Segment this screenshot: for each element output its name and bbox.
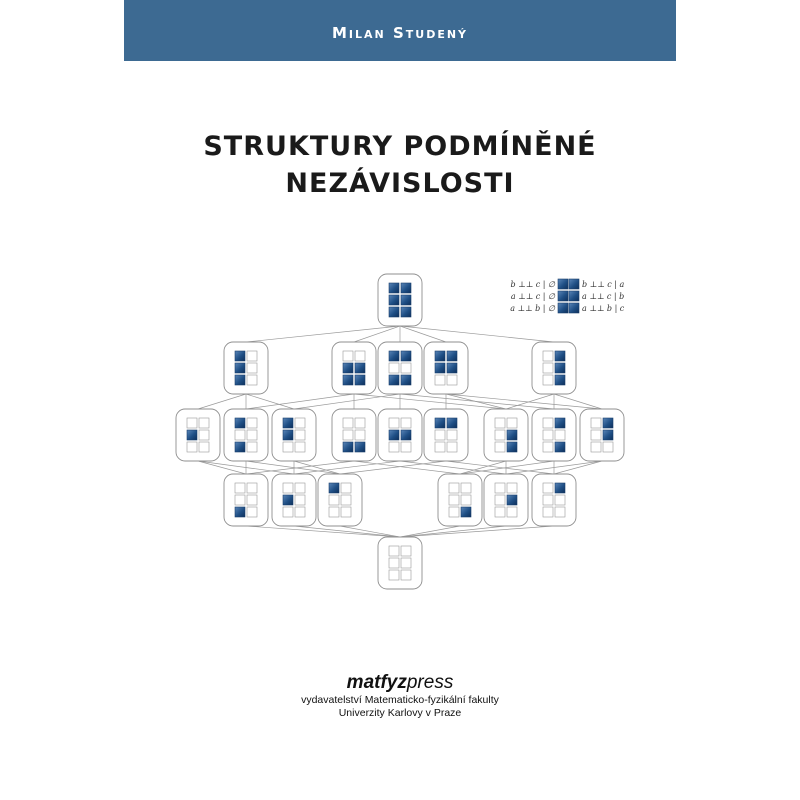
legend-right-label: b ⊥⊥ c | a: [582, 280, 625, 289]
legend-left-label: a ⊥⊥ c | ∅: [510, 292, 555, 301]
legend-right-label: a ⊥⊥ b | c: [582, 304, 625, 313]
cell-filled: [401, 307, 411, 317]
cell-empty: [295, 430, 305, 440]
cell-empty: [555, 430, 565, 440]
lattice-edge: [294, 461, 400, 474]
cell-empty: [495, 430, 505, 440]
cell-empty: [447, 442, 457, 452]
cell-empty: [389, 558, 399, 568]
cell-filled: [235, 418, 245, 428]
cell-empty: [449, 483, 459, 493]
lattice-node: [532, 474, 576, 526]
cell-empty: [543, 483, 553, 493]
cell-empty: [591, 418, 601, 428]
lattice-node: [484, 474, 528, 526]
cell-filled: [555, 442, 565, 452]
cell-filled: [283, 418, 293, 428]
publisher-line-2: Univerzity Karlovy v Praze: [338, 707, 462, 719]
cell-filled: [435, 351, 445, 361]
cell-empty: [199, 442, 209, 452]
cell-empty: [461, 483, 471, 493]
cell-empty: [543, 495, 553, 505]
cell-empty: [343, 351, 353, 361]
cell-filled: [235, 507, 245, 517]
lattice-node: [438, 474, 482, 526]
cell-empty: [235, 430, 245, 440]
cell-filled: [507, 495, 517, 505]
cell-filled: [401, 375, 411, 385]
cell-empty: [199, 430, 209, 440]
lattice-node: [378, 409, 422, 461]
cell-filled: [235, 351, 245, 361]
cell-filled: [283, 495, 293, 505]
cell-filled: [343, 442, 353, 452]
lattice-edge: [400, 526, 554, 537]
cell-empty: [341, 495, 351, 505]
cell-empty: [355, 351, 365, 361]
cell-filled: [435, 418, 445, 428]
cell-empty: [447, 430, 457, 440]
lattice-edge: [198, 461, 246, 474]
cell-filled: [389, 295, 399, 305]
cell-empty: [187, 418, 197, 428]
lattice-node: [318, 474, 362, 526]
cell-empty: [507, 483, 517, 493]
cell-empty: [187, 442, 197, 452]
cell-empty: [355, 430, 365, 440]
cell-empty: [295, 418, 305, 428]
cell-filled: [389, 351, 399, 361]
legend: [510, 277, 625, 317]
cell-empty: [329, 507, 339, 517]
cell-filled: [389, 375, 399, 385]
cell-filled: [389, 307, 399, 317]
cell-empty: [447, 375, 457, 385]
lattice-edge: [354, 394, 506, 409]
publisher-line-1: vydavatelství Matematicko-fyzikální fakulty: [301, 694, 499, 706]
cell-filled: [603, 418, 613, 428]
cell-empty: [507, 418, 517, 428]
cell-empty: [401, 363, 411, 373]
legend-right-label: a ⊥⊥ c | b: [582, 292, 625, 301]
cell-empty: [435, 430, 445, 440]
cell-filled: [603, 430, 613, 440]
legend-left-label: b ⊥⊥ c | ∅: [510, 280, 555, 289]
lattice-edge: [294, 526, 400, 537]
cell-empty: [543, 507, 553, 517]
cell-filled: [447, 363, 457, 373]
lattice-node: [532, 409, 576, 461]
lattice-node: [224, 474, 268, 526]
lattice-node: [580, 409, 624, 461]
lattice-node: [424, 409, 468, 461]
lattice-node: [378, 342, 422, 394]
cell-filled: [555, 418, 565, 428]
lattice-node: [424, 342, 468, 394]
cell-empty: [355, 418, 365, 428]
cell-empty: [283, 507, 293, 517]
cell-empty: [495, 507, 505, 517]
cell-filled: [235, 442, 245, 452]
author-name: Milan Studený: [331, 24, 469, 42]
cell-filled: [401, 430, 411, 440]
cell-empty: [435, 442, 445, 452]
cell-empty: [235, 483, 245, 493]
cell-empty: [247, 507, 257, 517]
lattice-node: [532, 342, 576, 394]
cell-empty: [449, 507, 459, 517]
cell-empty: [247, 495, 257, 505]
cell-empty: [449, 495, 459, 505]
cell-filled: [355, 375, 365, 385]
title-line-2: NEZÁVISLOSTI: [285, 168, 515, 199]
cell-empty: [283, 483, 293, 493]
lattice-edge: [294, 394, 400, 409]
cell-empty: [343, 418, 353, 428]
cell-filled: [435, 363, 445, 373]
cell-empty: [295, 495, 305, 505]
lattice-edge: [246, 526, 400, 537]
cell-empty: [543, 363, 553, 373]
cell-empty: [495, 442, 505, 452]
cell-filled: [355, 442, 365, 452]
cell-empty: [247, 375, 257, 385]
lattice-edge: [400, 461, 506, 474]
cell-empty: [495, 483, 505, 493]
legend-cell: [569, 291, 579, 301]
cell-filled: [329, 483, 339, 493]
lattice-node: [272, 409, 316, 461]
cell-empty: [247, 418, 257, 428]
lattice-node: [378, 274, 422, 326]
cell-empty: [389, 546, 399, 556]
lattice-edge: [446, 394, 506, 409]
cell-filled: [235, 363, 245, 373]
cell-empty: [543, 418, 553, 428]
cell-filled: [235, 375, 245, 385]
cell-empty: [543, 430, 553, 440]
cell-empty: [247, 351, 257, 361]
cell-empty: [543, 442, 553, 452]
cell-empty: [389, 363, 399, 373]
cell-empty: [461, 495, 471, 505]
logo-light: press: [406, 672, 454, 693]
cell-empty: [507, 507, 517, 517]
lattice-edge: [198, 394, 246, 409]
lattice-node: [176, 409, 220, 461]
cell-empty: [401, 570, 411, 580]
cell-empty: [295, 507, 305, 517]
cell-filled: [555, 483, 565, 493]
cell-filled: [355, 363, 365, 373]
cell-filled: [187, 430, 197, 440]
lattice-edge: [340, 461, 446, 474]
legend-cell: [558, 279, 568, 289]
cell-empty: [401, 558, 411, 568]
cell-filled: [389, 430, 399, 440]
cell-filled: [447, 418, 457, 428]
cell-empty: [591, 430, 601, 440]
cell-empty: [389, 442, 399, 452]
cell-empty: [555, 495, 565, 505]
title-line-1: STRUKTURY PODMÍNĚNÉ: [203, 131, 597, 162]
lattice-node: [332, 342, 376, 394]
lattice-node: [332, 409, 376, 461]
cell-empty: [389, 570, 399, 580]
cell-empty: [341, 507, 351, 517]
legend-cell: [569, 303, 579, 313]
cell-empty: [283, 442, 293, 452]
legend-cell: [569, 279, 579, 289]
publisher-block: [124, 672, 676, 720]
cell-filled: [555, 351, 565, 361]
cell-filled: [461, 507, 471, 517]
lattice-node: [224, 342, 268, 394]
cell-filled: [555, 363, 565, 373]
cell-filled: [343, 363, 353, 373]
cell-filled: [401, 283, 411, 293]
cell-filled: [555, 375, 565, 385]
cell-empty: [295, 483, 305, 493]
cell-empty: [495, 495, 505, 505]
publisher-logo: [124, 672, 676, 694]
cell-empty: [401, 418, 411, 428]
lattice-edge: [400, 526, 506, 537]
lattice-edge: [246, 394, 354, 409]
cell-empty: [543, 351, 553, 361]
cell-empty: [329, 495, 339, 505]
cell-empty: [247, 363, 257, 373]
book-cover: [124, 0, 676, 800]
cell-filled: [447, 351, 457, 361]
cell-empty: [343, 430, 353, 440]
cell-filled: [507, 430, 517, 440]
cell-empty: [199, 418, 209, 428]
cell-filled: [401, 351, 411, 361]
cell-empty: [247, 430, 257, 440]
legend-left-label: a ⊥⊥ b | ∅: [510, 304, 555, 313]
logo-bold: matfyz: [346, 672, 407, 693]
cell-empty: [543, 375, 553, 385]
cell-empty: [495, 418, 505, 428]
cell-empty: [435, 375, 445, 385]
legend-cell: [558, 291, 568, 301]
cell-filled: [507, 442, 517, 452]
cell-empty: [591, 442, 601, 452]
cell-filled: [401, 295, 411, 305]
cell-filled: [389, 283, 399, 293]
lattice-node: [272, 474, 316, 526]
cell-empty: [555, 507, 565, 517]
cell-empty: [235, 495, 245, 505]
cell-empty: [401, 442, 411, 452]
cell-empty: [247, 442, 257, 452]
cell-empty: [247, 483, 257, 493]
cell-empty: [603, 442, 613, 452]
legend-cell: [558, 303, 568, 313]
cell-empty: [341, 483, 351, 493]
cell-empty: [295, 442, 305, 452]
cell-empty: [389, 418, 399, 428]
cell-filled: [343, 375, 353, 385]
lattice-node: [484, 409, 528, 461]
lattice-edge: [554, 461, 602, 474]
lattice-edge: [246, 394, 294, 409]
cell-empty: [401, 546, 411, 556]
lattice-node: [378, 537, 422, 589]
cell-filled: [283, 430, 293, 440]
lattice-nodes: [176, 274, 624, 589]
lattice-node: [224, 409, 268, 461]
lattice-edge: [354, 461, 460, 474]
